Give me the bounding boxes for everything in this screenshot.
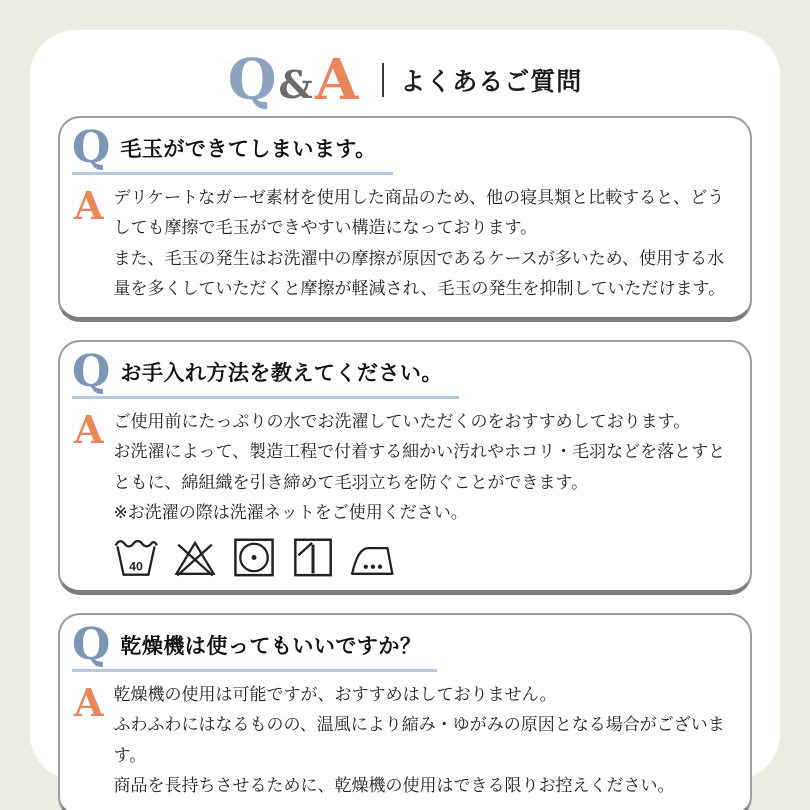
question-text: 乾燥機は使ってもいいですか？ bbox=[120, 634, 422, 658]
a-letter: A bbox=[74, 679, 104, 725]
care-symbols-row bbox=[113, 536, 732, 578]
question-row bbox=[72, 618, 437, 672]
answer-paragraph: 乾燥機の使用は可能ですが、おすすめはしておりません。 bbox=[113, 684, 557, 704]
q-letter: Q bbox=[72, 122, 111, 173]
line-dry-shade-icon bbox=[290, 536, 336, 578]
answer-body bbox=[113, 680, 732, 802]
answer-paragraph: デリケートなガーゼ素材を使用した商品のため、他の寝具類と比較すると、どうしても摩擦で毛玉ができやすい構造になっております。 bbox=[113, 187, 725, 238]
tumble-dry-dot-icon bbox=[231, 536, 277, 578]
header-a-letter: A bbox=[314, 47, 359, 113]
faq-list bbox=[58, 116, 752, 810]
header bbox=[58, 44, 752, 116]
wash-40-icon bbox=[113, 536, 159, 578]
question-row bbox=[72, 122, 393, 175]
a-letter: A bbox=[74, 182, 104, 228]
answer-paragraph: また、毛玉の発生はお洗濯中の摩擦が原因であるケースが多いため、使用する水量を多くしていただくと摩擦が軽減され、毛玉の発生を抑制していただけます。 bbox=[113, 248, 726, 299]
content-card bbox=[30, 30, 780, 796]
answer-paragraph: ※お洗濯の際は洗濯ネットをご使用ください。 bbox=[113, 503, 468, 523]
answer-paragraph: お洗濯によって、製造工程で付着する細かい汚れやホコリ・毛羽などを落とすとともに、綿組織を引き締めて毛羽立ちを防ぐことができます。 bbox=[113, 442, 726, 492]
question-row bbox=[72, 345, 459, 399]
q-letter: Q bbox=[72, 618, 111, 670]
do-not-bleach-icon bbox=[172, 536, 218, 578]
header-divider bbox=[382, 63, 384, 97]
qa-box bbox=[58, 613, 752, 810]
svg-text:40: 40 bbox=[129, 559, 144, 574]
answer-body bbox=[113, 183, 732, 305]
answer-paragraph: 商品を長持ちさせるために、乾燥機の使用はできる限りお控えください。 bbox=[113, 776, 675, 796]
answer-row bbox=[72, 680, 732, 802]
a-letter: A bbox=[74, 406, 104, 452]
question-text: お手入れ方法を教えてください。 bbox=[120, 361, 443, 385]
answer-row bbox=[72, 183, 732, 305]
answer-row bbox=[72, 407, 732, 578]
qa-box bbox=[58, 340, 752, 595]
iron-icon bbox=[349, 536, 395, 578]
answer-paragraph: ご使用前にたっぷりの水でお洗濯していただくのをおすすめしております。 bbox=[113, 411, 691, 431]
header-ampersand: & bbox=[278, 62, 313, 107]
answer-body bbox=[113, 407, 732, 578]
page-title: よくあるご質問 bbox=[400, 68, 583, 96]
answer-paragraph: ふわふわにはなるものの、温風により縮み・ゆがみの原因となる場合がございます。 bbox=[113, 715, 725, 765]
question-text: 毛玉ができてしまいます。 bbox=[120, 137, 377, 161]
qa-box bbox=[58, 116, 752, 322]
q-letter: Q bbox=[72, 345, 111, 397]
header-q-letter: Q bbox=[227, 47, 277, 113]
